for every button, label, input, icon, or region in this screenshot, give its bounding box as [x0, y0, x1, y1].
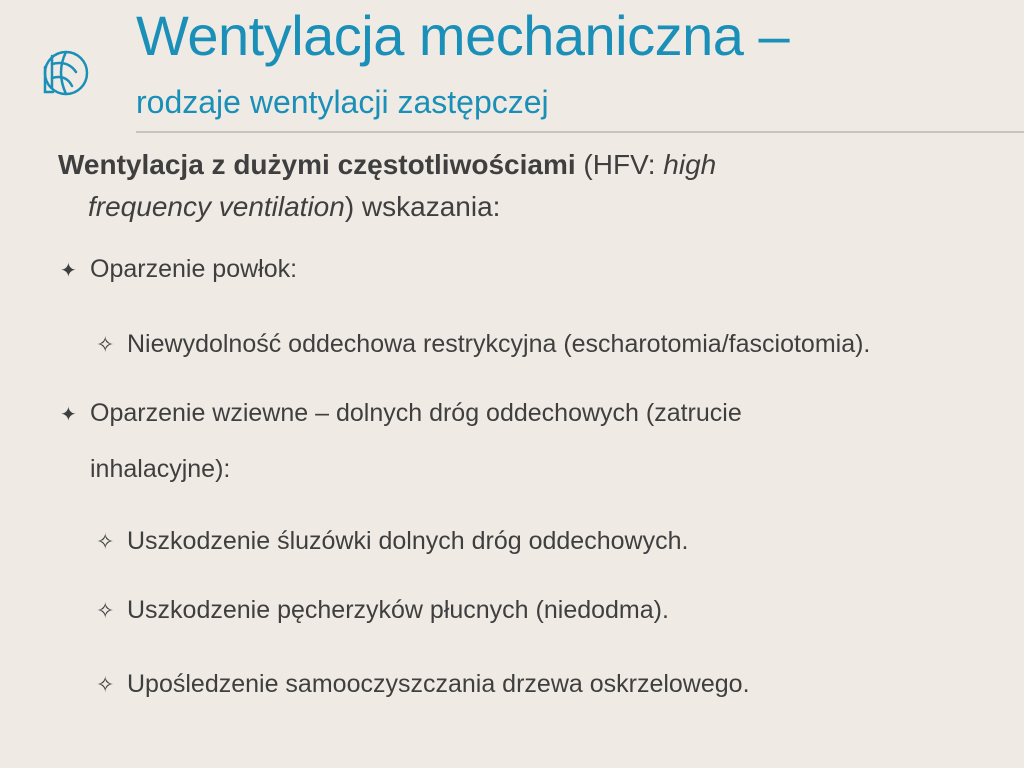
- four-pointed-star-icon: ✦: [60, 404, 77, 426]
- slide-title: Wentylacja mechaniczna –: [136, 4, 790, 67]
- title-divider: [136, 131, 1024, 133]
- list-item-continuation: [90, 457, 230, 482]
- list-item-text: Uszkodzenie śluzówki dolnych dróg oddechowych.: [127, 527, 689, 555]
- list-item: [96, 529, 688, 554]
- slide-subtitle: rodzaje wentylacji zastępczej: [136, 84, 549, 120]
- intro-italic-1: high: [663, 149, 717, 180]
- outlined-four-pointed-star-icon: ✧: [96, 332, 115, 357]
- intro-italic-2: frequency ventilation: [88, 191, 345, 222]
- list-item: [60, 257, 297, 282]
- intro-bold-text: Wentylacja z dużymi częstotliwościami: [58, 149, 576, 180]
- list-item-text: Oparzenie wziewne – dolnych dróg oddechowych (zatrucie: [90, 399, 742, 427]
- list-item: [96, 598, 669, 623]
- list-item-text: Upośledzenie samooczyszczania drzewa oskrzelowego.: [127, 670, 750, 698]
- list-item-text: Uszkodzenie pęcherzyków płucnych (niedodma).: [127, 596, 669, 624]
- list-item: [96, 672, 750, 697]
- list-item: [96, 332, 870, 357]
- intro-paren-open: (HFV:: [575, 149, 664, 180]
- four-pointed-star-icon: ✦: [60, 260, 77, 282]
- list-item: [60, 401, 742, 426]
- list-item-text: inhalacyjne):: [90, 455, 231, 483]
- outlined-four-pointed-star-icon: ✧: [96, 672, 115, 697]
- outlined-four-pointed-star-icon: ✧: [96, 529, 115, 554]
- intro-tail: ) wskazania:: [344, 191, 501, 222]
- list-item-text: Niewydolność oddechowa restrykcyjna (escharotomia/fasciotomia).: [127, 330, 871, 358]
- intro-paragraph: [58, 144, 958, 228]
- logo-icon: [38, 42, 94, 104]
- outlined-four-pointed-star-icon: ✧: [96, 598, 115, 623]
- list-item-text: Oparzenie powłok:: [90, 255, 298, 283]
